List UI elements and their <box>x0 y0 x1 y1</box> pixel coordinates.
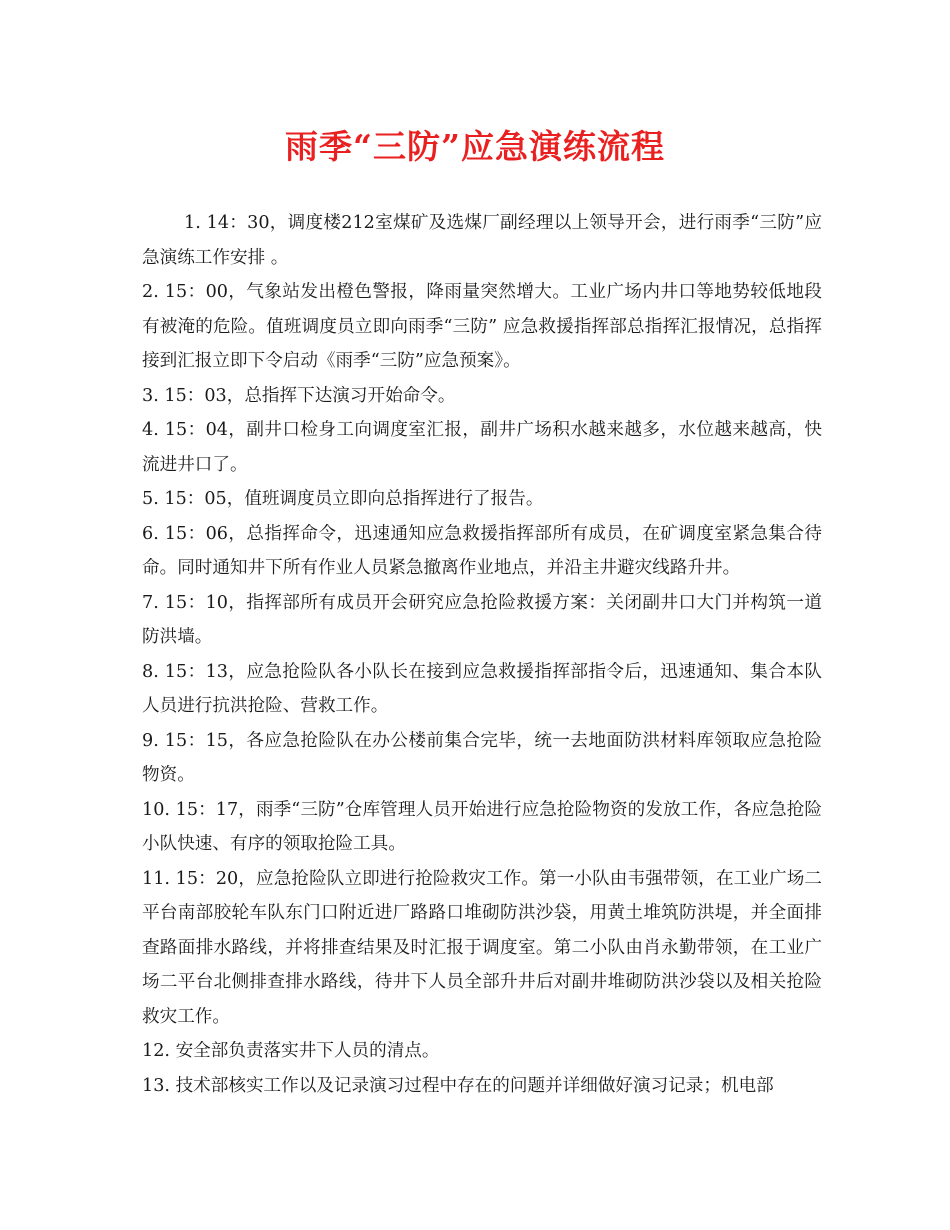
paragraph-7: 7. 15：10，指挥部所有成员开会研究应急抢险救援方案：关闭副井口大门并构筑一道防洪墙。 <box>142 592 822 647</box>
paragraph-2: 2. 15：00，气象站发出橙色警报，降雨量突然增大。工业广场内井口等地势较低地段有被淹的危险。值班调度员立即向雨季“三防” 应急救援指挥部总指挥汇报情况，总指挥接到汇报立即下令启动《雨季“三防”应急预案》。 <box>142 282 822 371</box>
paragraph-13: 13. 技术部核实工作以及记录演习过程中存在的问题并详细做好演习记录；机电部 <box>142 1075 774 1096</box>
paragraph-3: 3. 15：03，总指挥下达演习开始命令。 <box>142 385 456 406</box>
paragraph-9: 9. 15：15，各应急抢险队在办公楼前集合完毕，统一去地面防洪材料库领取应急抢险物资。 <box>142 730 822 785</box>
paragraph-1: 1. 14：30，调度楼212室煤矿及选煤厂副经理以上领导开会，进行雨季“三防”应急演练工作安排 。 <box>142 213 822 268</box>
document-body <box>142 206 822 1103</box>
paragraph-12: 12. 安全部负责落实井下人员的清点。 <box>142 1041 440 1061</box>
paragraph-5: 5. 15：05，值班调度员立即向总指挥进行了报告。 <box>142 489 544 509</box>
page-title: 雨季“三防”应急演练流程 <box>285 127 665 166</box>
paragraph-11: 11. 15：20，应急抢险队立即进行抢险救灾工作。第一小队由韦强带领，在工业广场二平台南部胶轮车队东门口附近进厂路路口堆砌防洪沙袋，用黄土堆筑防洪堤，并全面排查路面排水路线，并将排查结果及时汇报于调度室。第二小队由肖永勤带领，在工业广场二平台北侧排查排水路线，待井下人员全部升井后对副井堆砌防洪沙袋以及相关抢险救灾工作。 <box>142 868 822 1027</box>
paragraph-8: 8. 15：13，应急抢险队各小队长在接到应急救援指挥部指令后，迅速通知、集合本队人员进行抗洪抢险、营救工作。 <box>142 661 822 716</box>
paragraph-6: 6. 15：06，总指挥命令，迅速通知应急救援指挥部所有成员，在矿调度室紧急集合待命。同时通知井下所有作业人员紧急撤离作业地点，并沿主井避灾线路升井。 <box>142 523 822 578</box>
paragraph-10: 10. 15：17，雨季“三防”仓库管理人员开始进行应急抢险物资的发放工作，各应急抢险小队快速、有序的领取抢险工具。 <box>142 799 822 854</box>
paragraph-4: 4. 15：04，副井口检身工向调度室汇报，副井广场积水越来越多，水位越来越高，快流进井口了。 <box>142 420 822 475</box>
